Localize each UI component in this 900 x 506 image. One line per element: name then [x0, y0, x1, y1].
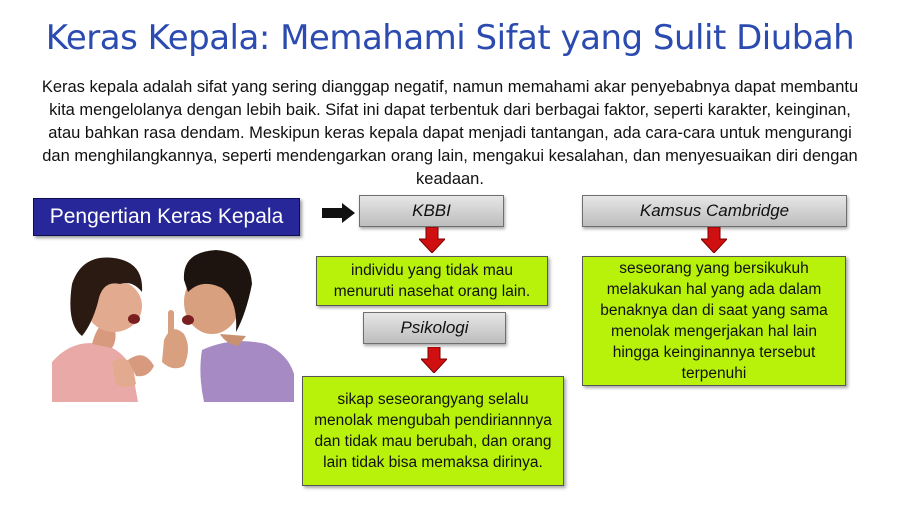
source-label-psikologi: Psikologi [363, 312, 506, 344]
arrow-right-icon [322, 203, 356, 223]
source-label-cambridge: Kamsus Cambridge [582, 195, 847, 227]
intro-paragraph: Keras kepala adalah sifat yang sering dianggap negatif, namun memahami akar penyebabnya dapat membantu kita mengelolanya dengan lebih baik. Sifat ini dapat terbentuk dari berbagai faktor, seperti karakter, keinginan, atau bahkan rasa dendam. Meskipun keras kepala dapat menjadi tantangan, ada cara-cara untuk mengurangi dan menghilangkannya, seperti mendengarkan orang lain, mengakui kesalahan, dan menyesuaikan diri dengan keadaan. [41, 78, 859, 188]
arrow-down-icon [701, 227, 727, 253]
source-label-kbbi: KBBI [359, 195, 504, 227]
page-title: Keras Kepala: Memahami Sifat yang Sulit Diubah [45, 18, 855, 58]
arrow-down-icon [421, 347, 447, 373]
arguing-people-illustration [52, 244, 294, 402]
definition-heading-badge: Pengertian Keras Kepala [33, 198, 300, 236]
definition-box-kbbi: individu yang tidak mau menuruti nasehat orang lain. [316, 256, 548, 306]
arrow-down-icon [419, 227, 445, 253]
definition-box-cambridge: seseorang yang bersikukuh melakukan hal yang ada dalam benaknya dan di saat yang sama menolak mengerjakan hal lain hingga keinginannya tersebut terpenuhi [582, 256, 846, 386]
definition-box-psikologi: sikap seseorangyang selalu menolak mengubah pendiriannnya dan tidak mau berubah, dan orang lain tidak bisa memaksa dirinya. [302, 376, 564, 486]
